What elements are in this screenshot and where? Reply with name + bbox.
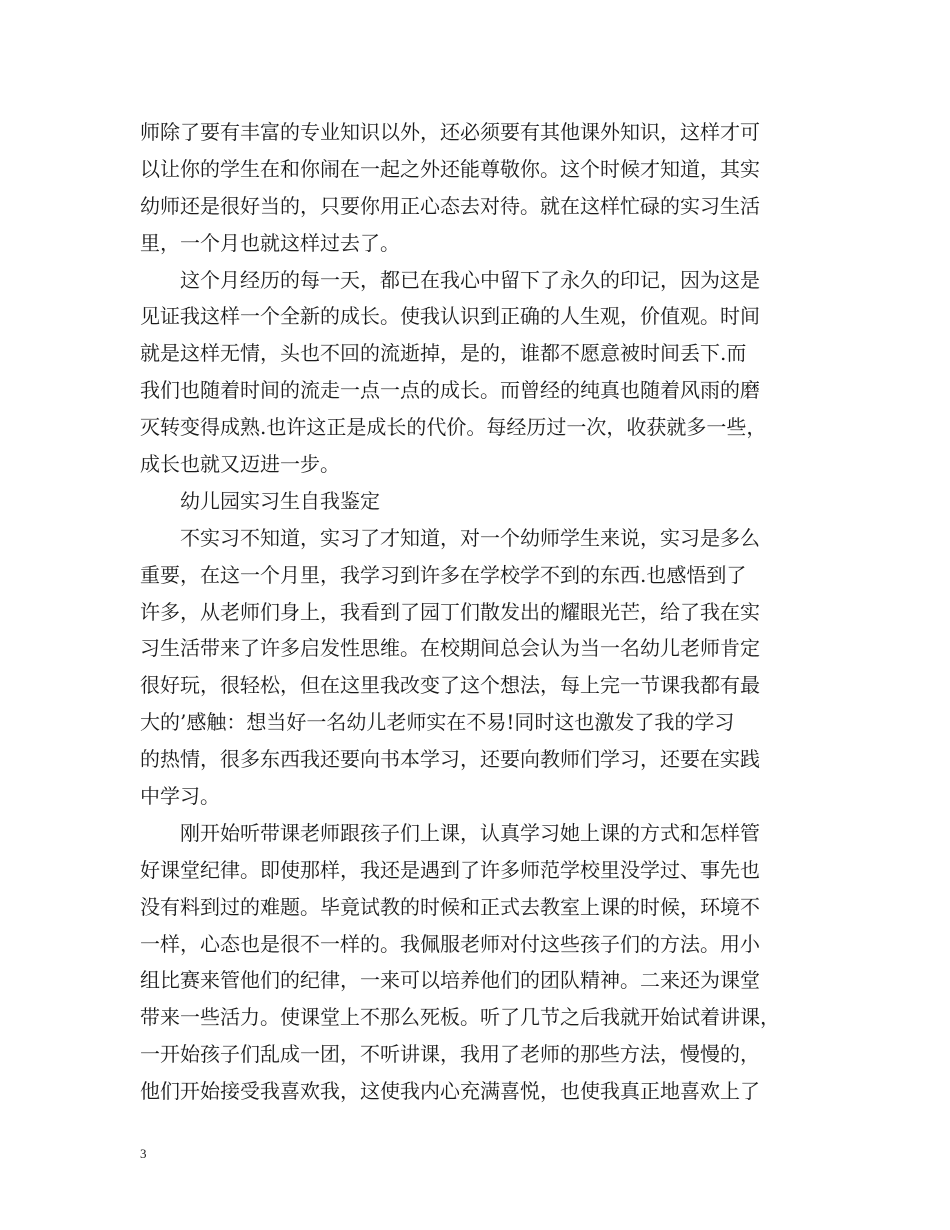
text-line: 他们开始接受我喜欢我，这使我内心充满喜悦，也使我真正地喜欢上了	[140, 1079, 760, 1104]
text-line: 灭转变得成熟.也许这正是成长的代价。每经历过一次，收获就多一些，	[140, 415, 767, 440]
text-line: 以让你的学生在和你闹在一起之外还能尊敬你。这个时候才知道，其实	[140, 156, 760, 181]
paragraph-first-line: 这个月经历的每一天，都已在我心中留下了永久的印记，因为这是	[180, 267, 760, 292]
text-line: 很好玩，很轻松，但在这里我改变了这个想法，每上完一节课我都有最	[140, 673, 760, 698]
text-line: 许多，从老师们身上，我看到了园丁们散发出的耀眼光芒，给了我在实	[140, 599, 760, 624]
text-line: 中学习。	[140, 784, 220, 809]
text-line: 重要，在这一个月里，我学习到许多在学校学不到的东西.也感悟到了	[140, 562, 747, 587]
body-text	[140, 114, 830, 1110]
page-number: 3	[140, 1146, 147, 1161]
text-line: 见证我这样一个全新的成长。使我认识到正确的人生观，价值观。时间	[140, 304, 760, 329]
text-line: 没有料到过的难题。毕竟试教的时候和正式去教室上课的时候，环境不	[140, 894, 760, 919]
text-line: 师除了要有丰富的专业知识以外，还必须要有其他课外知识，这样才可	[140, 120, 760, 144]
text-line: 我们也随着时间的流走一点一点的成长。而曾经的纯真也随着风雨的磨	[140, 378, 760, 403]
text-line: 里，一个月也就这样过去了。	[140, 230, 400, 255]
text-line: 幼师还是很好当的，只要你用正心态去对待。就在这样忙碌的实习生活	[140, 193, 760, 218]
text-line: 组比赛来管他们的纪律，一来可以培养他们的团队精神。二来还为课堂	[140, 968, 760, 993]
text-line: 就是这样无情，头也不回的流逝掉，是的，谁都不愿意被时间丢下.而	[140, 341, 747, 366]
text-line: 习生活带来了许多启发性思维。在校期间总会认为当一名幼儿老师肯定	[140, 636, 760, 661]
text-line: 成长也就又迈进一步。	[140, 452, 340, 477]
text-line: 一样，心态也是很不一样的。我佩服老师对付这些孩子们的方法。用小	[140, 931, 760, 956]
paragraph-first-line: 不实习不知道，实习了才知道，对一个幼师学生来说，实习是多么	[180, 525, 760, 550]
text-line: 一开始孩子们乱成一团，不听讲课，我用了老师的那些方法，慢慢的，	[140, 1042, 760, 1067]
section-heading: 幼儿园实习生自我鉴定	[180, 488, 380, 513]
text-line: 好课堂纪律。即使那样，我还是遇到了许多师范学校里没学过、事先也	[140, 857, 760, 882]
paragraph-first-line: 刚开始听带课老师跟孩子们上课，认真学习她上课的方式和怎样管	[180, 820, 760, 845]
text-line: 的热情，很多东西我还要向书本学习，还要向教师们学习，还要在实践	[140, 747, 760, 772]
text-line: 带来一些活力。使课堂上不那么死板。听了几节之后我就开始试着讲课，	[140, 1005, 780, 1030]
text-line: 大的’感触：想当好一名幼儿老师实在不易!同时这也激发了我的学习	[140, 710, 735, 735]
